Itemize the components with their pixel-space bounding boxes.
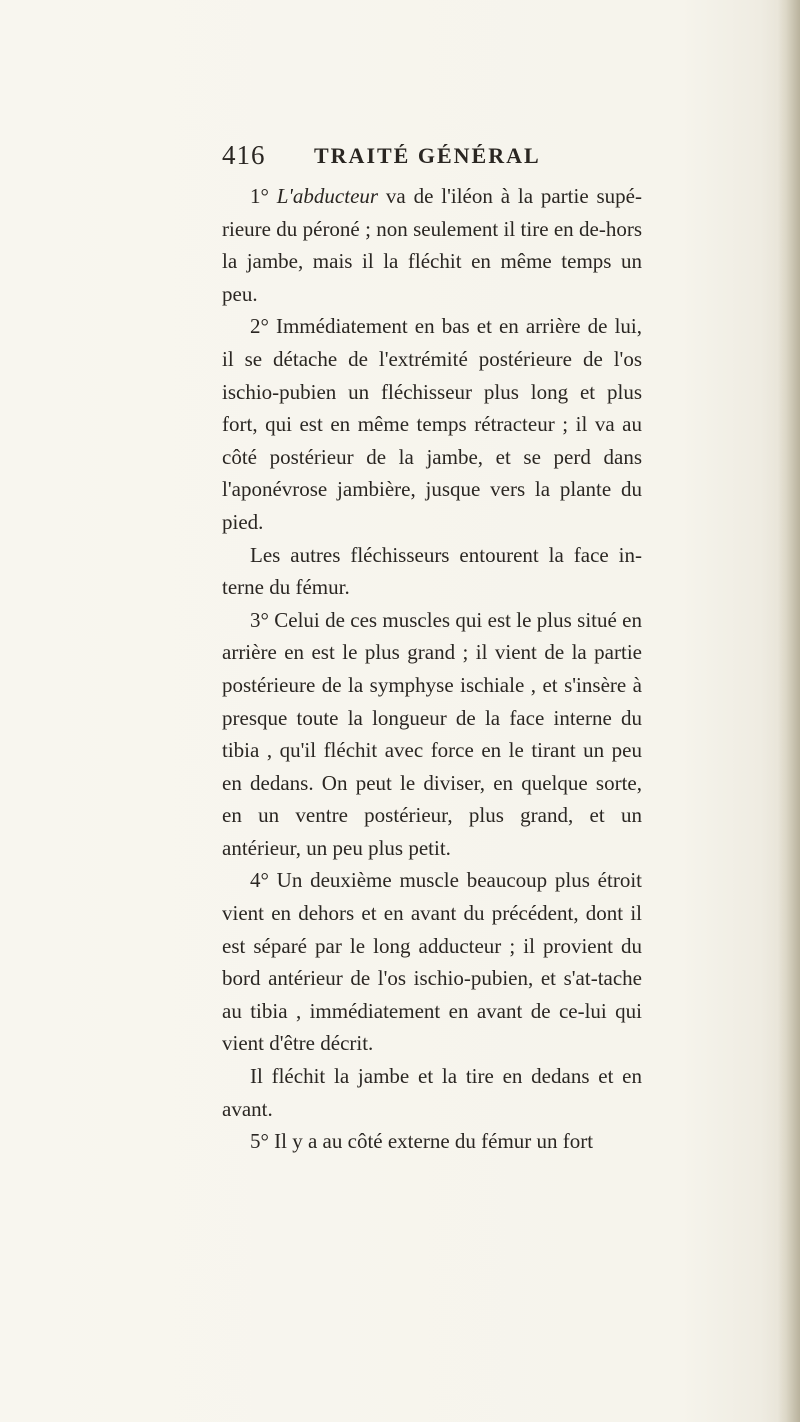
paragraph-5: [222, 864, 642, 1060]
paragraph-5-text: 4° Un deuxième muscle beaucoup plus étroit vient en dehors et en avant du précédent, dont il est séparé par le long adducteur ; il provient du bord antérieur de l'os ischio-pubien, et s'at-tache au tibia , immédiatement en avant de ce-lui qui vient d'être décrit.: [222, 868, 642, 1056]
paragraph-7-text: 5° Il y a au côté externe du fémur un fort: [250, 1129, 594, 1154]
running-title: TRAITÉ GÉNÉRAL: [314, 143, 541, 168]
page-header: [222, 140, 642, 180]
page-edge-shadow: [778, 0, 800, 1422]
paragraph-4: [222, 604, 642, 865]
paragraph-7: [222, 1125, 642, 1158]
paragraph-2-text: 2° Immédiatement en bas et en arrière de lui, il se détache de l'extrémité postérieure de l'os ischio-pubien un fléchisseur plus long et plus fort, qui est en même temps rétracteur ; il va au côté postérieur de la jambe, et se perd dans l'aponévrose jambière, jusque vers la plante du pied.: [222, 314, 642, 534]
paragraph-3: [222, 539, 642, 604]
page-number: 416: [222, 140, 266, 170]
paragraph-1-italic: L'abducteur: [276, 184, 379, 208]
paragraph-4-text: 3° Celui de ces muscles qui est le plus situé en arrière en est le plus grand ; il vient de la partie postérieure de la symphyse ischiale , et s'insère à presque toute la longueur de la face interne du tibia , qu'il fléchit avec force en le tirant un peu en dedans. On peut le diviser, en quelque sorte, en un ventre postérieur, plus grand, et un antérieur, un peu plus petit.: [222, 607, 642, 860]
paragraph-6-text: Il fléchit la jambe et la tire en dedans et en avant.: [222, 1064, 642, 1121]
paragraph-2: [222, 310, 642, 538]
paragraph-1: [222, 180, 642, 310]
paragraph-3-text: Les autres fléchisseurs entourent la face in-terne du fémur.: [222, 542, 642, 600]
body-text: [222, 180, 642, 1158]
paragraph-6: [222, 1060, 642, 1125]
paragraph-1-lead: 1°: [250, 184, 277, 208]
paragraph-1-text: va de l'iléon à la partie supé-rieure du péroné ; non seulement il tire en de-hors la jambe, mais il la fléchit en même temps un peu.: [222, 184, 642, 306]
